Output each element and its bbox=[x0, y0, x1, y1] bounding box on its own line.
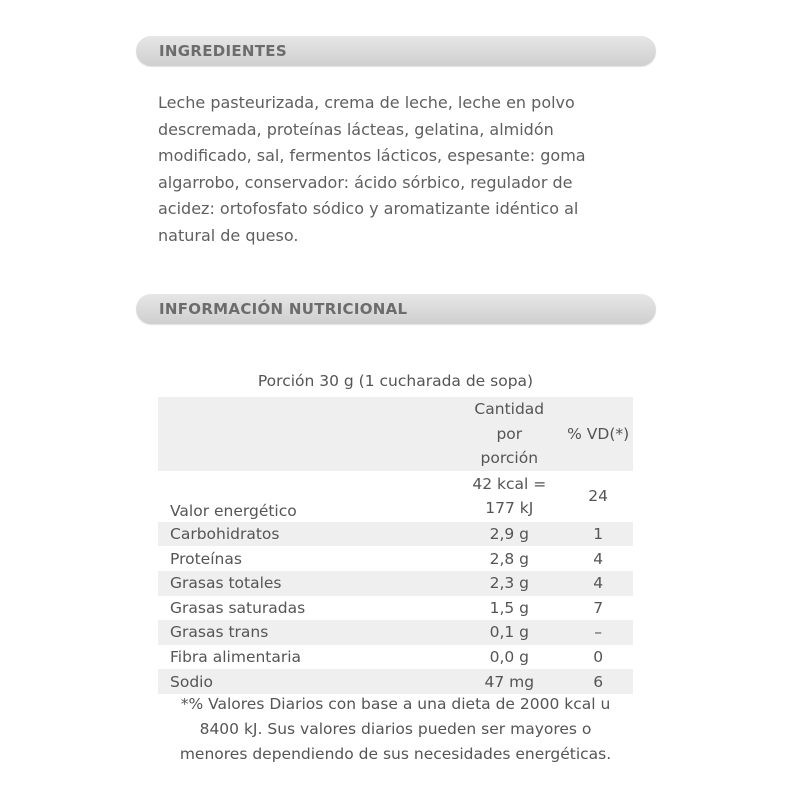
ingredients-line: descremada, proteínas lácteas, gelatina, almidón bbox=[158, 119, 554, 139]
nutrient-label: Sodio bbox=[158, 669, 455, 694]
header-amount bbox=[455, 397, 563, 471]
energy-amount-line: 177 kJ bbox=[485, 499, 534, 518]
table-row-energy bbox=[158, 471, 633, 522]
table-row bbox=[158, 571, 633, 596]
table-row bbox=[158, 645, 633, 670]
footnote-line: 8400 kJ. Sus valores diarios pueden ser mayores o bbox=[199, 720, 592, 738]
nutrient-label: Grasas saturadas bbox=[170, 598, 306, 617]
nutrient-vd: 0 bbox=[593, 648, 604, 667]
nutrient-label: Valor energético bbox=[170, 501, 297, 520]
nutrient-amount: 0,1 g bbox=[455, 620, 563, 645]
portion-size: Porción 30 g (1 cucharada de sopa) bbox=[257, 372, 534, 390]
ingredients-line: natural de queso. bbox=[158, 225, 299, 245]
nutrient-amount: 2,9 g bbox=[455, 522, 563, 547]
ingredients-text bbox=[158, 90, 628, 249]
nutrient-amount: 1,5 g bbox=[489, 598, 529, 617]
table-row bbox=[158, 522, 633, 547]
ingredients-title: INGREDIENTES bbox=[159, 42, 287, 60]
nutrient-label: Carbohidratos bbox=[158, 522, 455, 547]
ingredients-line: acidez: ortofosfato sódico y aromatizante idéntico al bbox=[158, 199, 579, 218]
nutrition-title: INFORMACIÓN NUTRICIONAL bbox=[159, 300, 408, 318]
nutrient-amount: 0,0 g bbox=[489, 648, 529, 667]
nutrient-vd: 6 bbox=[563, 669, 633, 694]
table-row bbox=[158, 546, 633, 571]
footnote-line: *% Valores Diarios con base a una dieta de 2000 kcal u bbox=[180, 695, 611, 713]
nutrient-vd: 7 bbox=[593, 598, 604, 617]
nutrient-amount: 47 mg bbox=[455, 669, 563, 694]
table-row bbox=[158, 669, 633, 694]
table-row bbox=[158, 620, 633, 645]
table-header-row bbox=[158, 397, 633, 471]
ingredients-line: Leche pasteurizada, crema de leche, leche en polvo bbox=[158, 93, 575, 112]
ingredients-line: modificado, sal, fermentos lácticos, espesante: goma bbox=[158, 146, 586, 165]
ingredients-section-header bbox=[136, 36, 656, 66]
header-amount-line: porción bbox=[480, 449, 539, 468]
nutrient-amount: 2,8 g bbox=[489, 549, 529, 568]
energy-amount-line: 42 kcal = bbox=[472, 474, 547, 493]
header-vd: % VD(*) bbox=[563, 397, 633, 471]
nutrient-vd: 4 bbox=[593, 549, 604, 568]
table-row bbox=[158, 596, 633, 621]
header-nutrient bbox=[158, 397, 455, 471]
nutrient-vd: 4 bbox=[563, 571, 633, 596]
footnote bbox=[158, 692, 633, 767]
nutrient-label: Grasas totales bbox=[158, 571, 455, 596]
ingredients-line: algarrobo, conservador: ácido sórbico, regulador de bbox=[158, 172, 573, 192]
nutrient-vd: 1 bbox=[563, 522, 633, 547]
nutrient-label: Fibra alimentaria bbox=[170, 648, 302, 667]
footnote-line: menores dependiendo de sus necesidades energéticas. bbox=[179, 745, 612, 763]
nutrition-table bbox=[158, 397, 633, 694]
nutrient-vd: – bbox=[563, 620, 633, 645]
nutrient-amount bbox=[455, 471, 563, 522]
nutrient-label: Grasas trans bbox=[158, 620, 455, 645]
header-amount-line: por bbox=[496, 424, 523, 443]
nutrient-amount: 2,3 g bbox=[455, 571, 563, 596]
nutrition-section-header bbox=[136, 294, 656, 324]
nutrient-label: Proteínas bbox=[170, 549, 242, 568]
header-amount-line: Cantidad bbox=[474, 400, 545, 418]
nutrient-vd: 24 bbox=[588, 487, 609, 506]
